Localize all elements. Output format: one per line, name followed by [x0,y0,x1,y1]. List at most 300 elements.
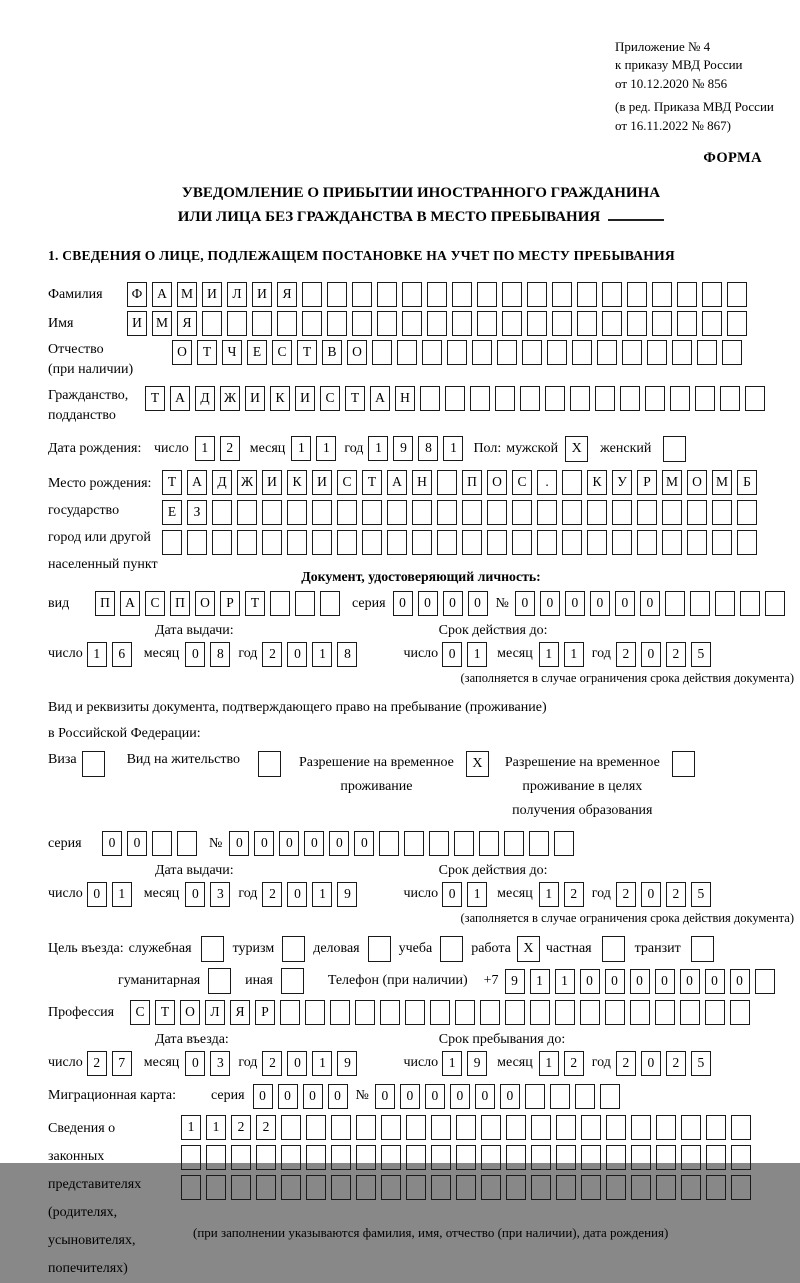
char-cell[interactable] [702,282,722,307]
char-cell[interactable]: 0 [287,642,307,667]
purpose-transit-checkbox[interactable] [691,936,714,962]
char-cell[interactable] [437,470,457,495]
char-cell[interactable] [380,1000,400,1025]
char-cell[interactable]: Б [737,470,757,495]
char-cell[interactable] [680,1000,700,1025]
char-cell[interactable]: 0 [329,831,349,856]
char-cell[interactable] [181,1175,201,1200]
char-cell[interactable] [406,1175,426,1200]
char-cell[interactable] [422,340,442,365]
char-cell[interactable]: О [347,340,367,365]
char-cell[interactable] [647,340,667,365]
char-cell[interactable]: С [272,340,292,365]
char-cell[interactable] [406,1145,426,1170]
char-cell[interactable] [527,282,547,307]
char-cell[interactable]: 0 [229,831,249,856]
char-cell[interactable] [412,500,432,525]
char-cell[interactable]: А [170,386,190,411]
char-cell[interactable]: 0 [730,969,750,994]
char-cell[interactable]: 1 [312,642,332,667]
temp-permit-checkbox[interactable]: X [466,751,489,777]
char-cell[interactable] [281,1115,301,1140]
char-cell[interactable]: Д [212,470,232,495]
char-cell[interactable] [605,1000,625,1025]
char-cell[interactable]: 0 [303,1084,323,1109]
char-cell[interactable] [552,311,572,336]
char-cell[interactable] [562,530,582,555]
char-cell[interactable] [379,831,399,856]
char-cell[interactable] [402,282,422,307]
char-cell[interactable]: 0 [375,1084,395,1109]
char-cell[interactable] [506,1115,526,1140]
char-cell[interactable] [454,831,474,856]
char-cell[interactable] [681,1175,701,1200]
char-cell[interactable] [231,1175,251,1200]
char-cell[interactable] [556,1145,576,1170]
char-cell[interactable] [270,591,290,616]
char-cell[interactable] [502,282,522,307]
char-cell[interactable] [480,1000,500,1025]
char-cell[interactable] [381,1145,401,1170]
purpose-tourism-checkbox[interactable] [282,936,305,962]
char-cell[interactable]: К [587,470,607,495]
char-cell[interactable]: Д [195,386,215,411]
char-cell[interactable]: 1 [181,1115,201,1140]
char-cell[interactable] [637,500,657,525]
char-cell[interactable]: Я [177,311,197,336]
char-cell[interactable] [722,340,742,365]
char-cell[interactable] [495,386,515,411]
char-cell[interactable] [695,386,715,411]
char-cell[interactable]: 2 [666,642,686,667]
char-cell[interactable] [522,340,542,365]
char-cell[interactable]: 0 [655,969,675,994]
char-cell[interactable]: 1 [530,969,550,994]
char-cell[interactable]: 1 [87,642,107,667]
char-cell[interactable] [330,1000,350,1025]
char-cell[interactable] [531,1145,551,1170]
char-cell[interactable]: Р [637,470,657,495]
purpose-official-checkbox[interactable] [201,936,224,962]
char-cell[interactable] [562,470,582,495]
char-cell[interactable] [331,1175,351,1200]
char-cell[interactable]: 2 [256,1115,276,1140]
char-cell[interactable] [755,969,775,994]
char-cell[interactable]: М [662,470,682,495]
char-cell[interactable]: О [180,1000,200,1025]
char-cell[interactable]: М [712,470,732,495]
char-cell[interactable]: 2 [616,1051,636,1076]
char-cell[interactable] [570,386,590,411]
char-cell[interactable]: А [120,591,140,616]
char-cell[interactable] [481,1115,501,1140]
char-cell[interactable] [687,500,707,525]
char-cell[interactable] [281,1175,301,1200]
char-cell[interactable] [212,500,232,525]
char-cell[interactable]: 2 [666,1051,686,1076]
char-cell[interactable] [381,1115,401,1140]
char-cell[interactable] [337,530,357,555]
char-cell[interactable]: 1 [555,969,575,994]
char-cell[interactable] [437,500,457,525]
char-cell[interactable] [706,1145,726,1170]
char-cell[interactable] [577,282,597,307]
char-cell[interactable]: 9 [505,969,525,994]
char-cell[interactable] [706,1115,726,1140]
char-cell[interactable] [670,386,690,411]
char-cell[interactable]: 1 [368,436,388,461]
char-cell[interactable]: 0 [680,969,700,994]
char-cell[interactable]: 1 [564,642,584,667]
char-cell[interactable] [681,1145,701,1170]
char-cell[interactable]: О [195,591,215,616]
char-cell[interactable]: И [295,386,315,411]
char-cell[interactable]: 0 [393,591,413,616]
char-cell[interactable] [497,340,517,365]
char-cell[interactable] [231,1145,251,1170]
char-cell[interactable]: Ф [127,282,147,307]
char-cell[interactable]: 8 [210,642,230,667]
char-cell[interactable] [312,500,332,525]
char-cell[interactable] [765,591,785,616]
char-cell[interactable] [445,386,465,411]
char-cell[interactable] [237,530,257,555]
char-cell[interactable] [652,282,672,307]
char-cell[interactable] [720,386,740,411]
char-cell[interactable]: Т [297,340,317,365]
char-cell[interactable] [312,530,332,555]
char-cell[interactable] [487,500,507,525]
char-cell[interactable]: 1 [206,1115,226,1140]
purpose-work-checkbox[interactable]: X [517,936,540,962]
char-cell[interactable]: И [127,311,147,336]
char-cell[interactable]: 0 [304,831,324,856]
char-cell[interactable] [730,1000,750,1025]
char-cell[interactable]: С [512,470,532,495]
char-cell[interactable] [556,1115,576,1140]
char-cell[interactable] [537,500,557,525]
char-cell[interactable] [356,1175,376,1200]
char-cell[interactable] [637,530,657,555]
char-cell[interactable] [477,282,497,307]
char-cell[interactable] [202,311,222,336]
char-cell[interactable] [706,1175,726,1200]
char-cell[interactable] [712,530,732,555]
char-cell[interactable] [487,530,507,555]
char-cell[interactable]: К [270,386,290,411]
char-cell[interactable] [537,530,557,555]
char-cell[interactable] [580,1000,600,1025]
char-cell[interactable]: 0 [641,1051,661,1076]
char-cell[interactable]: 1 [442,1051,462,1076]
char-cell[interactable] [327,311,347,336]
char-cell[interactable] [512,530,532,555]
char-cell[interactable] [237,500,257,525]
char-cell[interactable]: 0 [400,1084,420,1109]
char-cell[interactable]: И [202,282,222,307]
char-cell[interactable]: С [130,1000,150,1025]
char-cell[interactable]: В [322,340,342,365]
char-cell[interactable] [387,500,407,525]
char-cell[interactable] [727,311,747,336]
char-cell[interactable] [227,311,247,336]
char-cell[interactable] [430,1000,450,1025]
char-cell[interactable]: 0 [102,831,122,856]
char-cell[interactable] [302,282,322,307]
char-cell[interactable]: 2 [616,642,636,667]
char-cell[interactable] [656,1145,676,1170]
char-cell[interactable] [262,530,282,555]
char-cell[interactable]: 5 [691,882,711,907]
char-cell[interactable]: 9 [337,882,357,907]
char-cell[interactable]: 0 [615,591,635,616]
char-cell[interactable] [481,1175,501,1200]
char-cell[interactable]: Т [155,1000,175,1025]
char-cell[interactable] [331,1145,351,1170]
char-cell[interactable] [652,311,672,336]
char-cell[interactable] [631,1145,651,1170]
char-cell[interactable] [554,831,574,856]
char-cell[interactable]: 9 [337,1051,357,1076]
char-cell[interactable]: 2 [564,882,584,907]
char-cell[interactable] [731,1145,751,1170]
char-cell[interactable] [387,530,407,555]
char-cell[interactable]: И [252,282,272,307]
char-cell[interactable]: 0 [468,591,488,616]
char-cell[interactable]: 0 [540,591,560,616]
char-cell[interactable]: 2 [666,882,686,907]
char-cell[interactable]: И [262,470,282,495]
char-cell[interactable]: 1 [539,642,559,667]
char-cell[interactable] [572,340,592,365]
char-cell[interactable]: 0 [87,882,107,907]
char-cell[interactable]: 1 [539,1051,559,1076]
char-cell[interactable]: Т [345,386,365,411]
char-cell[interactable]: 1 [443,436,463,461]
char-cell[interactable] [455,1000,475,1025]
char-cell[interactable] [327,282,347,307]
char-cell[interactable] [622,340,642,365]
char-cell[interactable] [545,386,565,411]
char-cell[interactable]: 1 [467,642,487,667]
char-cell[interactable]: 0 [354,831,374,856]
char-cell[interactable]: 0 [279,831,299,856]
char-cell[interactable] [470,386,490,411]
purpose-business-checkbox[interactable] [368,936,391,962]
char-cell[interactable]: 0 [580,969,600,994]
char-cell[interactable]: 1 [316,436,336,461]
char-cell[interactable] [356,1145,376,1170]
char-cell[interactable] [731,1175,751,1200]
char-cell[interactable] [431,1115,451,1140]
char-cell[interactable]: 1 [539,882,559,907]
char-cell[interactable]: Ч [222,340,242,365]
char-cell[interactable] [256,1145,276,1170]
char-cell[interactable]: А [187,470,207,495]
char-cell[interactable]: А [387,470,407,495]
char-cell[interactable] [677,282,697,307]
char-cell[interactable] [712,500,732,525]
char-cell[interactable] [662,530,682,555]
sex-male-checkbox[interactable]: X [565,436,588,462]
char-cell[interactable] [577,311,597,336]
char-cell[interactable]: 2 [262,882,282,907]
char-cell[interactable]: . [537,470,557,495]
sex-female-checkbox[interactable] [663,436,686,462]
char-cell[interactable] [504,831,524,856]
char-cell[interactable] [631,1115,651,1140]
char-cell[interactable] [581,1115,601,1140]
char-cell[interactable]: 0 [515,591,535,616]
char-cell[interactable] [281,1145,301,1170]
char-cell[interactable]: 0 [565,591,585,616]
char-cell[interactable] [740,591,760,616]
char-cell[interactable] [477,311,497,336]
char-cell[interactable] [665,591,685,616]
char-cell[interactable] [331,1115,351,1140]
char-cell[interactable]: 5 [691,642,711,667]
char-cell[interactable]: С [320,386,340,411]
char-cell[interactable] [606,1115,626,1140]
char-cell[interactable] [562,500,582,525]
char-cell[interactable]: П [95,591,115,616]
char-cell[interactable] [630,1000,650,1025]
char-cell[interactable]: 0 [641,642,661,667]
char-cell[interactable] [431,1175,451,1200]
char-cell[interactable]: 0 [287,882,307,907]
char-cell[interactable]: 1 [291,436,311,461]
char-cell[interactable] [452,311,472,336]
char-cell[interactable] [595,386,615,411]
char-cell[interactable]: Н [395,386,415,411]
char-cell[interactable] [305,1000,325,1025]
char-cell[interactable]: О [487,470,507,495]
char-cell[interactable] [397,340,417,365]
char-cell[interactable] [715,591,735,616]
char-cell[interactable] [306,1175,326,1200]
char-cell[interactable] [587,500,607,525]
char-cell[interactable]: 0 [641,882,661,907]
char-cell[interactable]: Т [197,340,217,365]
purpose-private-checkbox[interactable] [602,936,625,962]
char-cell[interactable]: 6 [112,642,132,667]
char-cell[interactable]: С [145,591,165,616]
char-cell[interactable] [600,1084,620,1109]
char-cell[interactable] [355,1000,375,1025]
char-cell[interactable] [606,1175,626,1200]
char-cell[interactable]: 2 [262,642,282,667]
char-cell[interactable]: 9 [467,1051,487,1076]
purpose-other-checkbox[interactable] [281,968,304,994]
char-cell[interactable]: М [177,282,197,307]
char-cell[interactable]: Я [277,282,297,307]
char-cell[interactable] [212,530,232,555]
char-cell[interactable] [527,311,547,336]
char-cell[interactable]: 5 [691,1051,711,1076]
char-cell[interactable]: П [462,470,482,495]
char-cell[interactable]: 0 [278,1084,298,1109]
char-cell[interactable]: 2 [220,436,240,461]
char-cell[interactable] [502,311,522,336]
char-cell[interactable]: 3 [210,1051,230,1076]
char-cell[interactable] [252,311,272,336]
char-cell[interactable] [362,530,382,555]
char-cell[interactable] [702,311,722,336]
char-cell[interactable]: 2 [262,1051,282,1076]
char-cell[interactable] [462,500,482,525]
char-cell[interactable] [177,831,197,856]
char-cell[interactable]: Я [230,1000,250,1025]
char-cell[interactable] [656,1115,676,1140]
char-cell[interactable] [645,386,665,411]
char-cell[interactable] [377,282,397,307]
char-cell[interactable] [452,282,472,307]
char-cell[interactable]: 2 [616,882,636,907]
char-cell[interactable]: Е [162,500,182,525]
char-cell[interactable]: 2 [87,1051,107,1076]
char-cell[interactable]: 0 [442,882,462,907]
char-cell[interactable]: 2 [231,1115,251,1140]
char-cell[interactable]: П [170,591,190,616]
char-cell[interactable] [627,282,647,307]
char-cell[interactable] [405,1000,425,1025]
edu-permit-checkbox[interactable] [672,751,695,777]
char-cell[interactable]: И [245,386,265,411]
char-cell[interactable] [506,1175,526,1200]
char-cell[interactable] [152,831,172,856]
char-cell[interactable]: 0 [640,591,660,616]
char-cell[interactable]: Р [220,591,240,616]
char-cell[interactable]: 0 [127,831,147,856]
char-cell[interactable] [429,831,449,856]
char-cell[interactable] [412,530,432,555]
char-cell[interactable] [472,340,492,365]
char-cell[interactable] [406,1115,426,1140]
char-cell[interactable]: 0 [705,969,725,994]
char-cell[interactable] [427,311,447,336]
char-cell[interactable]: Т [362,470,382,495]
char-cell[interactable] [431,1145,451,1170]
char-cell[interactable]: 0 [185,882,205,907]
char-cell[interactable] [631,1175,651,1200]
char-cell[interactable] [456,1145,476,1170]
char-cell[interactable] [306,1145,326,1170]
char-cell[interactable] [505,1000,525,1025]
char-cell[interactable] [556,1175,576,1200]
char-cell[interactable] [302,311,322,336]
char-cell[interactable] [287,530,307,555]
char-cell[interactable] [587,530,607,555]
char-cell[interactable] [731,1115,751,1140]
char-cell[interactable]: У [612,470,632,495]
visa-checkbox[interactable] [82,751,105,777]
char-cell[interactable] [447,340,467,365]
char-cell[interactable] [256,1175,276,1200]
char-cell[interactable]: 0 [185,1051,205,1076]
char-cell[interactable]: Е [247,340,267,365]
char-cell[interactable] [745,386,765,411]
char-cell[interactable] [697,340,717,365]
char-cell[interactable] [512,500,532,525]
char-cell[interactable]: 1 [112,882,132,907]
char-cell[interactable] [627,311,647,336]
char-cell[interactable] [606,1145,626,1170]
char-cell[interactable]: Ж [220,386,240,411]
char-cell[interactable] [520,386,540,411]
char-cell[interactable]: 0 [253,1084,273,1109]
char-cell[interactable]: Т [162,470,182,495]
char-cell[interactable]: Ж [237,470,257,495]
